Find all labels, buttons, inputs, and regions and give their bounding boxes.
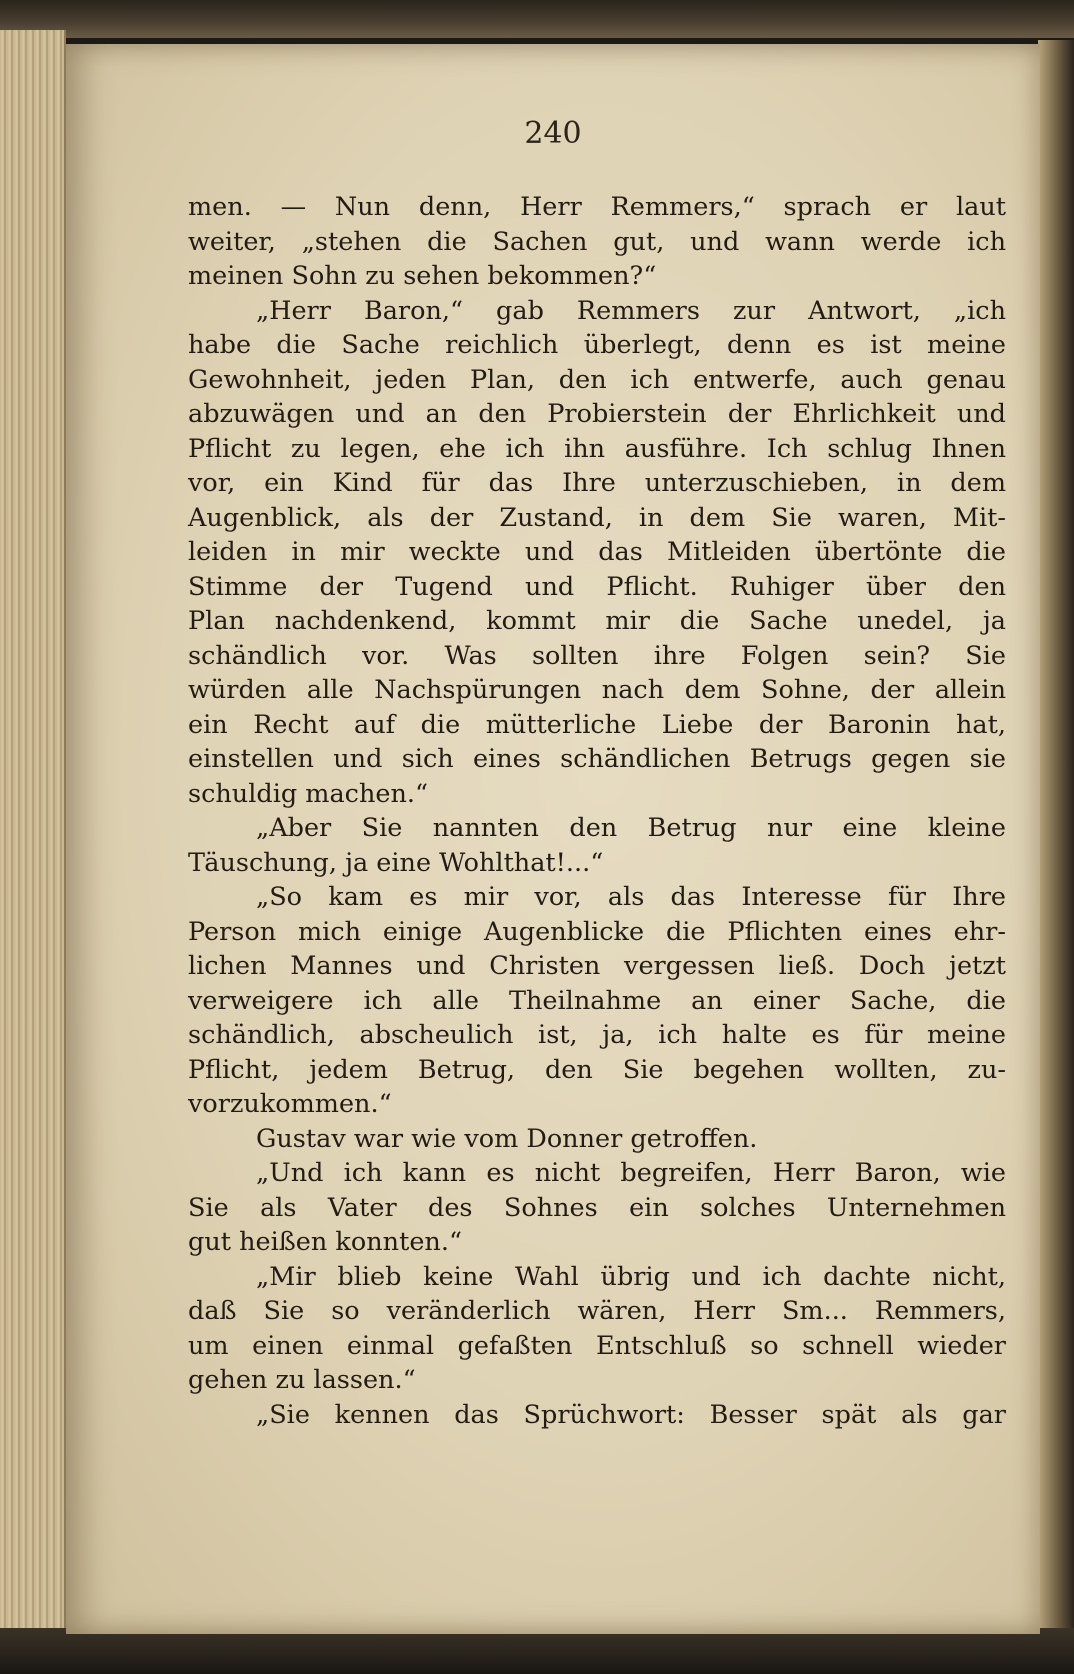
- text-line: Gustav war wie vom Donner getroffen.: [256, 1123, 758, 1154]
- text-line: habe die Sache reichlich überlegt, denn es ist meine: [188, 330, 1006, 360]
- text-line: schändlich, abscheulich ist, ja, ich halte es für meine: [188, 1020, 1006, 1050]
- text-line: einstellen und sich eines schändlichen Betrugs gegen sie: [188, 744, 1006, 774]
- page-stack-edge: [0, 30, 66, 1642]
- book-top-edge: [0, 0, 1074, 38]
- text-line: verweigere ich alle Theilnahme an einer Sache, die: [188, 985, 1006, 1016]
- text-line: lichen Mannes und Christen vergessen ließ. Doch jetzt: [188, 951, 1006, 981]
- text-line: men. — Nun denn, Herr Remmers,“ sprach er laut: [188, 192, 1006, 222]
- text-line: gut heißen konnten.“: [188, 1227, 462, 1257]
- text-line: Pflicht, jedem Betrug, den Sie begehen wollten, zu-: [188, 1054, 1006, 1085]
- text-line: abzuwägen und an den Probierstein der Ehrlichkeit und: [188, 399, 1006, 429]
- text-line: „Herr Baron,“ gab Remmers zur Antwort, „ich: [256, 295, 1006, 326]
- text-line: daß Sie so veränderlich wären, Herr Sm... Remmers,: [188, 1296, 1006, 1326]
- text-line: meinen Sohn zu sehen bekommen?“: [188, 261, 657, 291]
- text-line: gehen zu lassen.“: [188, 1365, 416, 1395]
- text-line: Plan nachdenkend, kommt mir die Sache unedel, ja: [188, 606, 1006, 636]
- text-line: „Aber Sie nannten den Betrug nur eine kleine: [256, 813, 1006, 843]
- text-line: Sie als Vater des Sohnes ein solches Unternehmen: [188, 1192, 1006, 1223]
- text-line: Gewohnheit, jeden Plan, den ich entwerfe, auch genau: [188, 364, 1006, 395]
- book-page: [66, 44, 1040, 1634]
- text-line: „Sie kennen das Sprüchwort: Besser spät als gar: [256, 1399, 1006, 1430]
- text-line: ein Recht auf die mütterliche Liebe der Baronin hat,: [188, 709, 1006, 740]
- book-gutter-edge: [1038, 40, 1074, 1640]
- text-line: schuldig machen.“: [188, 778, 429, 809]
- page-number: 240: [524, 116, 582, 151]
- text-line: vorzukommen.“: [188, 1089, 392, 1119]
- text-line: Pflicht zu legen, ehe ich ihn ausführe. Ich schlug Ihnen: [188, 433, 1006, 464]
- text-line: „Mir blieb keine Wahl übrig und ich dachte nicht,: [256, 1261, 1006, 1292]
- text-line: um einen einmal gefaßten Entschluß so schnell wieder: [188, 1330, 1006, 1361]
- text-line: leiden in mir weckte und das Mitleiden übertönte die: [188, 537, 1006, 567]
- text-line: Person mich einige Augenblicke die Pflichten eines ehr-: [188, 916, 1006, 947]
- book-bottom-edge: [0, 1628, 1074, 1674]
- text-line: „So kam es mir vor, als das Interesse für Ihre: [256, 882, 1006, 912]
- text-line: weiter, „stehen die Sachen gut, und wann werde ich: [188, 226, 1006, 257]
- text-line: Stimme der Tugend und Pflicht. Ruhiger über den: [188, 571, 1006, 602]
- text-line: „Und ich kann es nicht begreifen, Herr Baron, wie: [256, 1158, 1006, 1188]
- text-line: vor, ein Kind für das Ihre unterzuschieben, in dem: [188, 468, 1006, 498]
- text-line: Augenblick, als der Zustand, in dem Sie waren, Mit-: [188, 502, 1006, 533]
- text-line: schändlich vor. Was sollten ihre Folgen sein? Sie: [188, 640, 1006, 671]
- text-line: Täuschung, ja eine Wohlthat!...“: [188, 847, 604, 878]
- body-text: [188, 190, 1006, 1432]
- text-line: würden alle Nachspürungen nach dem Sohne, der allein: [188, 675, 1006, 705]
